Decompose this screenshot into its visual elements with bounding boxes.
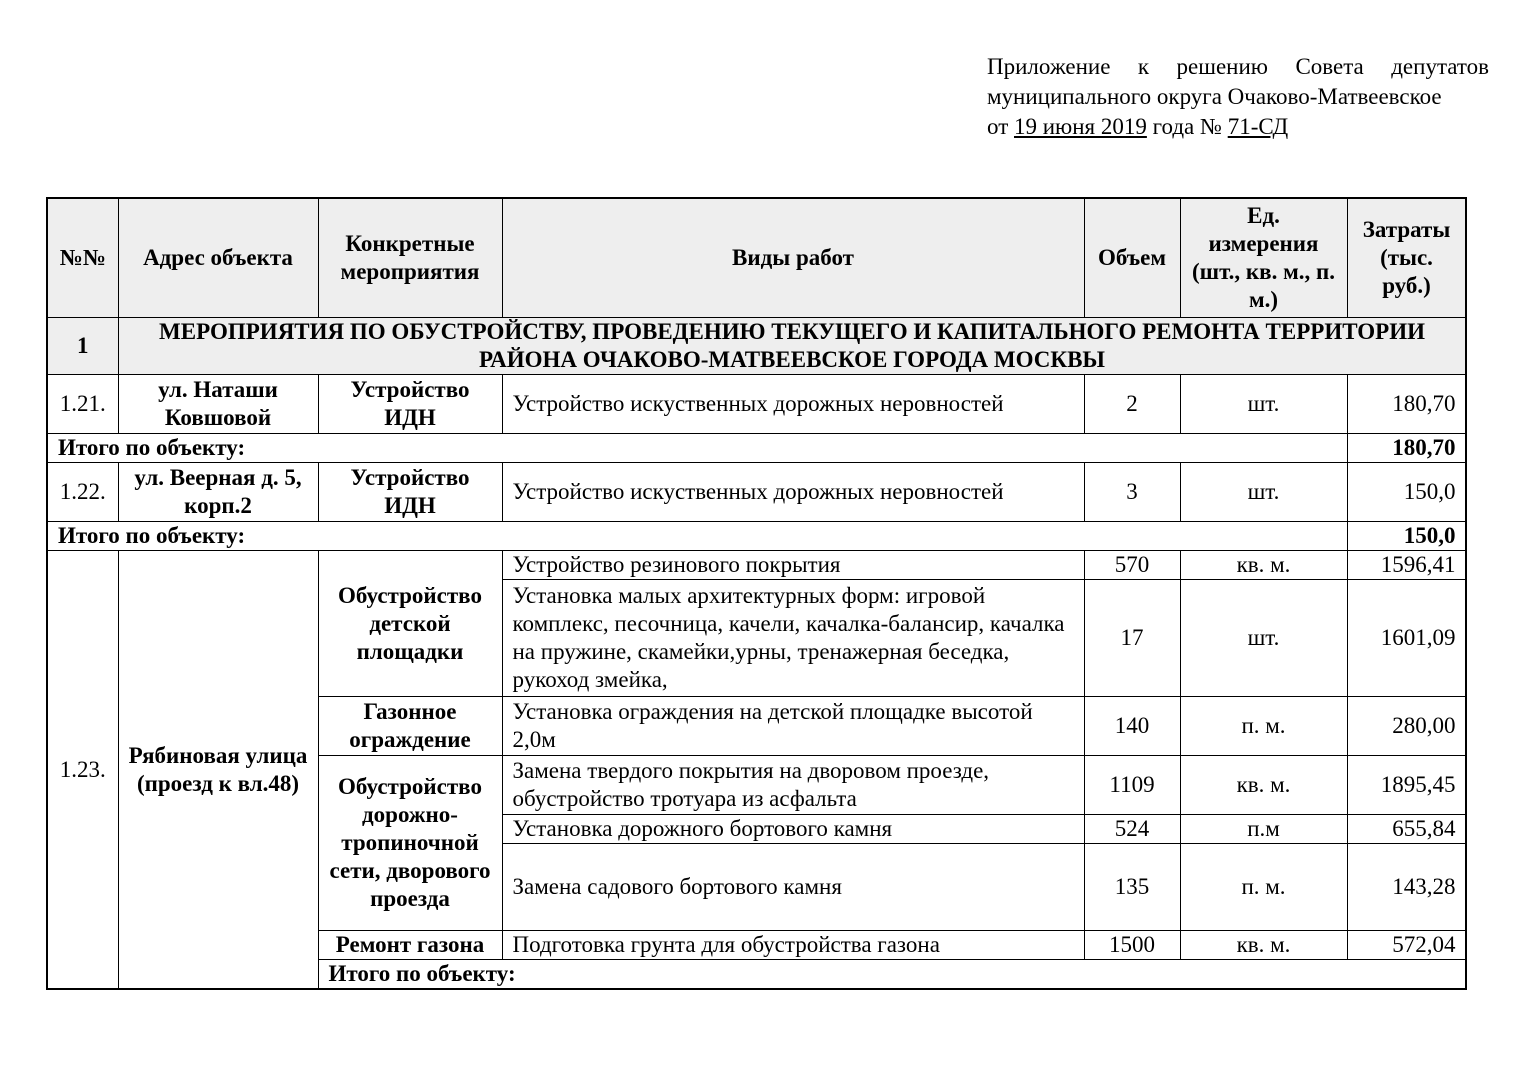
- work-unit: шт.: [1180, 463, 1347, 522]
- table-row: [47, 375, 1466, 434]
- section-number: 1: [47, 318, 118, 375]
- work-volume: 3: [1084, 463, 1180, 522]
- header-line-1: Приложение к решению Совета депутатов: [987, 54, 1489, 79]
- column-header-activity: Конкретные мероприятия: [318, 198, 502, 318]
- activity-playground: Обустройство детской площадки: [318, 551, 502, 697]
- object-address: ул. Веерная д. 5, корп.2: [118, 463, 318, 522]
- work-volume: 140: [1084, 697, 1180, 756]
- work-description: Устройство резинового покрытия: [502, 551, 1084, 580]
- decision-date: 19 июня 2019: [1014, 114, 1147, 139]
- object-total-label: Итого по объекту:: [47, 434, 1347, 463]
- work-volume: 524: [1084, 815, 1180, 844]
- work-description: Установка дорожного бортового камня: [502, 815, 1084, 844]
- work-cost: 280,00: [1347, 697, 1466, 756]
- work-volume: 2: [1084, 375, 1180, 434]
- section-title: МЕРОПРИЯТИЯ ПО ОБУСТРОЙСТВУ, ПРОВЕДЕНИЮ ТЕКУЩЕГО И КАПИТАЛЬНОГО РЕМОНТА ТЕРРИТОРИИ РАЙОНА ОЧАКОВО-МАТВЕЕВСКОЕ ГОРОДА МОСКВЫ: [118, 318, 1466, 375]
- work-unit: шт.: [1180, 580, 1347, 697]
- work-cost: 1895,45: [1347, 756, 1466, 815]
- object-total-row: [47, 522, 1466, 551]
- object-total-row: [47, 434, 1466, 463]
- work-unit: кв. м.: [1180, 931, 1347, 960]
- work-volume: 17: [1084, 580, 1180, 697]
- work-cost: 150,0: [1347, 463, 1466, 522]
- object-activity: Устройство ИДН: [318, 463, 502, 522]
- object-address: ул. Наташи Ковшовой: [118, 375, 318, 434]
- work-description: Установка ограждения на детской площадке высотой 2,0м: [502, 697, 1084, 756]
- work-volume: 570: [1084, 551, 1180, 580]
- work-description: Подготовка грунта для обустройства газона: [502, 931, 1084, 960]
- header-date-prefix: от: [987, 114, 1014, 139]
- object-activity: Устройство ИДН: [318, 375, 502, 434]
- column-header-cost: Затраты (тыс. руб.): [1347, 198, 1466, 318]
- column-header-volume: Объем: [1084, 198, 1180, 318]
- section-row: [47, 318, 1466, 375]
- object-total-value: 180,70: [1347, 434, 1466, 463]
- header-line-3: [987, 112, 1489, 142]
- work-cost: 143,28: [1347, 844, 1466, 931]
- column-header-address: Адрес объекта: [118, 198, 318, 318]
- work-description: Установка малых архитектурных форм: игровой комплекс, песочница, качели, качалка-балансир, качалка на пружине, скамейки,урны, тренажерная беседка, рукоход змейка,: [502, 580, 1084, 697]
- work-volume: 135: [1084, 844, 1180, 931]
- work-description: Устройство искуственных дорожных неровностей: [502, 463, 1084, 522]
- work-unit: кв. м.: [1180, 551, 1347, 580]
- column-header-work-type: Виды работ: [502, 198, 1084, 318]
- work-unit: п.м: [1180, 815, 1347, 844]
- work-unit: шт.: [1180, 375, 1347, 434]
- object-number: 1.23.: [47, 551, 118, 990]
- work-description: Устройство искуственных дорожных неровностей: [502, 375, 1084, 434]
- object-number: 1.22.: [47, 463, 118, 522]
- table-header-row: [47, 198, 1466, 318]
- work-description: Замена садового бортового камня: [502, 844, 1084, 931]
- work-cost: 180,70: [1347, 375, 1466, 434]
- object-number: 1.21.: [47, 375, 118, 434]
- object-total-value: 150,0: [1347, 522, 1466, 551]
- table-row: [47, 463, 1466, 522]
- object-total-label: Итого по объекту:: [47, 522, 1347, 551]
- header-number-prefix: года №: [1146, 114, 1228, 139]
- work-cost: 1601,09: [1347, 580, 1466, 697]
- activity-road-network: Обустройство дорожно-тропиночной сети, дворового проезда: [318, 756, 502, 931]
- works-table: [46, 197, 1467, 990]
- work-unit: п. м.: [1180, 844, 1347, 931]
- work-cost: 572,04: [1347, 931, 1466, 960]
- work-unit: кв. м.: [1180, 756, 1347, 815]
- activity-lawn: Ремонт газона: [318, 931, 502, 960]
- activity-fence: Газонное ограждение: [318, 697, 502, 756]
- work-volume: 1500: [1084, 931, 1180, 960]
- decision-number: 71-СД: [1227, 114, 1289, 139]
- work-volume: 1109: [1084, 756, 1180, 815]
- object-address: Рябиновая улица (проезд к вл.48): [118, 551, 318, 990]
- work-unit: п. м.: [1180, 697, 1347, 756]
- column-header-number: №№: [47, 198, 118, 318]
- column-header-unit: Ед. измерения (шт., кв. м., п. м.): [1180, 198, 1347, 318]
- work-cost: 655,84: [1347, 815, 1466, 844]
- work-cost: 1596,41: [1347, 551, 1466, 580]
- header-line-2: муниципального округа Очаково-Матвеевское: [987, 84, 1442, 109]
- work-description: Замена твердого покрытия на дворовом проезде, обустройство тротуара из асфальта: [502, 756, 1084, 815]
- document-header: [987, 52, 1489, 142]
- object-total-label: Итого по объекту:: [318, 960, 1466, 990]
- table-row: [47, 551, 1466, 580]
